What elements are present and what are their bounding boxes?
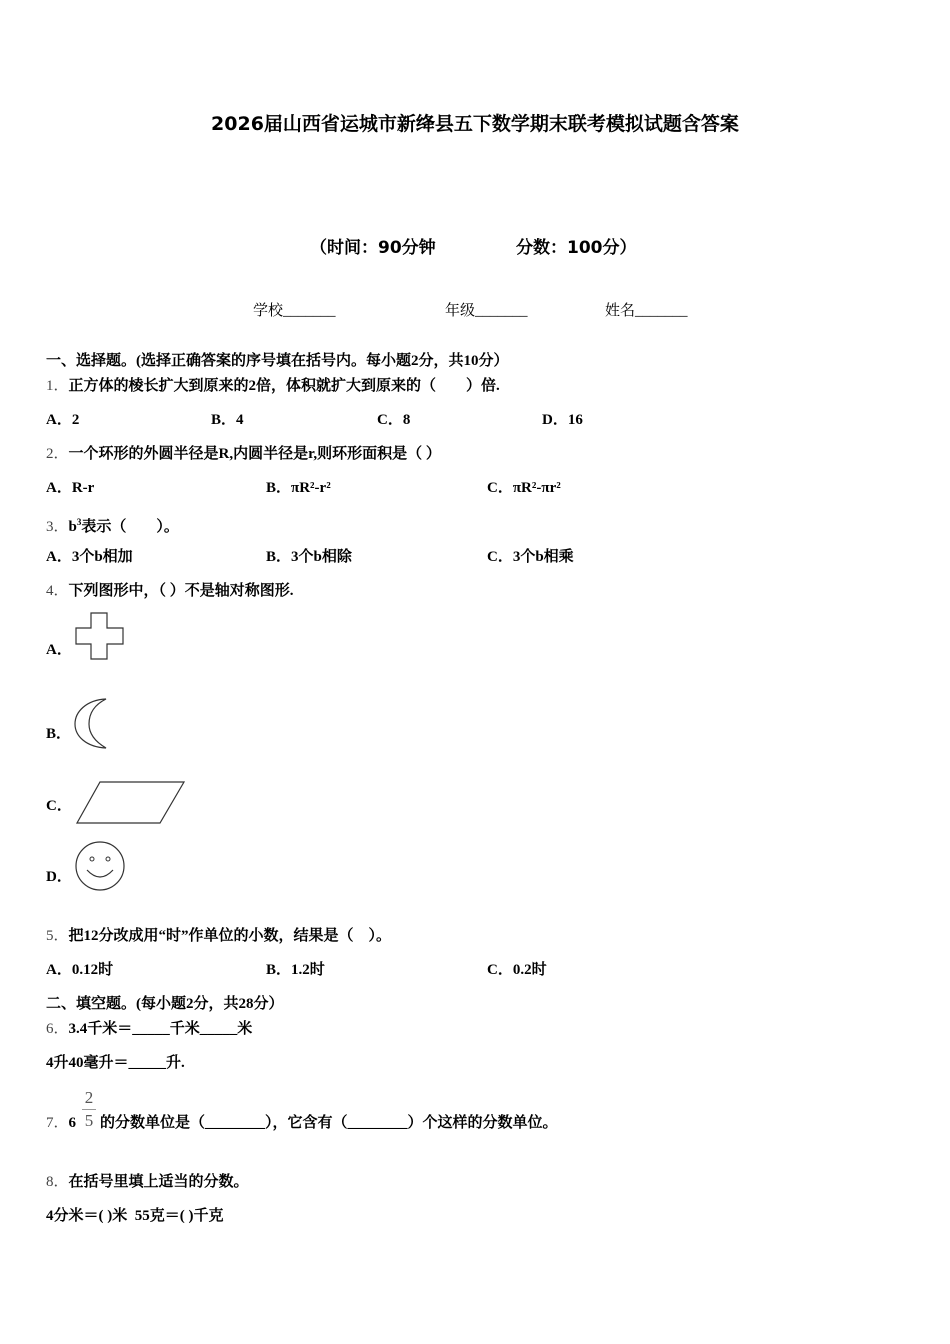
option: C．3个b相乘 bbox=[487, 549, 574, 565]
crescent-moon-shape-icon bbox=[72, 696, 112, 752]
q-num: 2． bbox=[46, 446, 69, 462]
option: A．0.12时 bbox=[46, 962, 114, 978]
parallelogram-shape-icon bbox=[74, 779, 188, 827]
question-7 bbox=[46, 1113, 558, 1133]
page-title: 2026届山西省运城市新绛县五下数学期末联考模拟试题含答案 bbox=[211, 113, 739, 135]
grade-field[interactable]: 年级_______ bbox=[445, 303, 528, 319]
question-8 bbox=[46, 1172, 249, 1192]
q-text: 一个环形的外圆半径是R,内圆半径是r,则环形面积是（ ） bbox=[68, 446, 441, 462]
question-6 bbox=[46, 1019, 252, 1039]
question-6-line-2: 4升40毫升＝_____升. bbox=[46, 1055, 185, 1071]
q-text: 在括号里填上适当的分数。 bbox=[68, 1174, 249, 1190]
q-num: 5． bbox=[46, 928, 69, 944]
q-num: 4． bbox=[46, 583, 69, 599]
q-text: 下列图形中，（ ）不是轴对称图形. bbox=[68, 583, 294, 599]
option: A．3个b相加 bbox=[46, 549, 133, 565]
mixed-number-whole: 6 bbox=[68, 1115, 77, 1131]
q-text: 的分数单位是（________），它含有（________）个这样的分数单位。 bbox=[100, 1115, 558, 1131]
option: B．1.2时 bbox=[266, 962, 325, 978]
q-base: b bbox=[68, 519, 77, 535]
name-field[interactable]: 姓名_______ bbox=[605, 303, 688, 319]
denominator: 5 bbox=[84, 1111, 94, 1130]
section-2-heading: 二、填空题。(每小题2分，共28分） bbox=[46, 996, 284, 1012]
exam-score: 分数：100分） bbox=[516, 238, 637, 258]
question-5 bbox=[46, 926, 391, 946]
option: A．2 bbox=[46, 412, 80, 428]
option: C．0.2时 bbox=[487, 962, 547, 978]
q-text: 正方体的棱长扩大到原来的2倍，体积就扩大到原来的（ ）倍. bbox=[68, 378, 500, 394]
option: D．16 bbox=[542, 412, 583, 428]
question-2 bbox=[46, 444, 441, 464]
question-8-line-2: 4分米＝( )米 55克＝( )千克 bbox=[46, 1208, 224, 1224]
exam-time: （时间：90分钟 bbox=[310, 238, 436, 258]
smiley-face-shape-icon bbox=[74, 840, 128, 894]
q-num: 6． bbox=[46, 1021, 69, 1037]
option: D． bbox=[46, 869, 72, 885]
question-1 bbox=[46, 376, 500, 396]
q-num: 3． bbox=[46, 519, 69, 535]
option: A． bbox=[46, 642, 72, 658]
q-text: 把12分改成用“时”作单位的小数，结果是（ ）。 bbox=[68, 928, 392, 944]
school-field[interactable]: 学校_______ bbox=[253, 303, 336, 319]
numerator: 2 bbox=[84, 1088, 94, 1107]
q-num: 1． bbox=[46, 378, 69, 394]
q-text: 3.4千米＝_____千米_____米 bbox=[68, 1021, 253, 1037]
question-4 bbox=[46, 581, 294, 601]
option: C． bbox=[46, 798, 72, 814]
q-exponent: 3 bbox=[76, 517, 82, 527]
q-num: 7． bbox=[46, 1115, 69, 1131]
option: B．πR²-r² bbox=[266, 480, 331, 496]
option: B．4 bbox=[211, 412, 244, 428]
cross-shape-icon bbox=[74, 611, 128, 663]
option: B． bbox=[46, 726, 72, 742]
option: C．8 bbox=[377, 412, 411, 428]
section-1-heading: 一、选择题。(选择正确答案的序号填在括号内。每小题2分，共10分） bbox=[46, 353, 509, 369]
fraction bbox=[82, 1088, 96, 1131]
option: B．3个b相除 bbox=[266, 549, 352, 565]
question-3 bbox=[46, 512, 179, 537]
q-text: 表示（ ）。 bbox=[81, 519, 179, 535]
option: A．R-r bbox=[46, 480, 95, 496]
option: C．πR²-πr² bbox=[487, 480, 561, 496]
q-num: 8． bbox=[46, 1174, 69, 1190]
